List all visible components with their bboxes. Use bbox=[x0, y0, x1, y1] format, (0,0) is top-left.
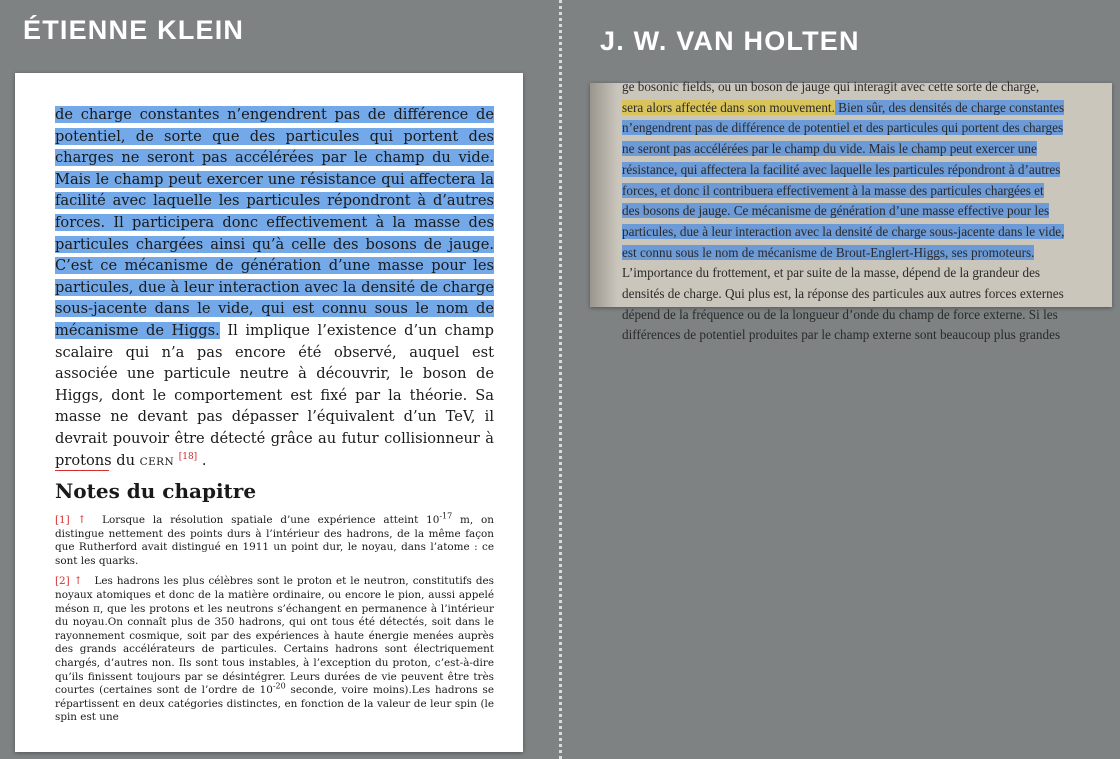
sentence-end: . bbox=[201, 451, 207, 469]
highlighted-passage[interactable]: de charge constantes n’engendrent pas de différence de potentiel, de sorte que des particules qui portent des charges ne seront pas accélérées par le champ du vide. Mais le champ peut exercer une résistance qui affectera la facilité avec laquelle les particules répondront à d’autres forces. Il participera donc effectivement à la masse des particules chargées ainsi qu’à celle des bosons de jauge. C’est ce mécanisme de génération d’une masse pour les particules, due à leur interaction avec la densité de charge sous-jacente dans le vide, qui est connu sous le nom de mécanisme de Higgs. bbox=[55, 106, 494, 339]
blue-highlight: est connu sous le nom de mécanisme de Brout-Englert-Higgs, ses promoteurs. bbox=[622, 244, 1035, 260]
author-left-title: ÉTIENNE KLEIN bbox=[23, 15, 245, 45]
plain-text: densités de charge. Qui plus est, la réponse des particules aux autres forces externes bbox=[622, 286, 1064, 302]
author-right-title: J. W. VAN HOLTEN bbox=[600, 26, 860, 56]
footnote-ref-18[interactable]: [18] bbox=[178, 451, 198, 462]
blue-highlight: résistance, qui affectera la facilité avec laquelle les particules répondront à d’autres bbox=[622, 161, 1061, 177]
cern-smallcaps: CERN bbox=[139, 455, 175, 468]
plain-text: L’importance du frottement, et par suite de la masse, dépend de la grandeur des bbox=[622, 265, 1041, 281]
note-text: Lorsque la résolution spatiale d’une expérience atteint 10 bbox=[102, 514, 440, 526]
scan-line bbox=[622, 243, 1094, 264]
scan-line bbox=[622, 139, 1094, 160]
scan-line bbox=[622, 77, 1094, 98]
notes-heading: Notes du chapitre bbox=[55, 479, 257, 503]
blue-highlight: particules, due à leur interaction avec la densité de charge sous-jacente dans le vide, bbox=[622, 223, 1065, 239]
panel-divider bbox=[559, 0, 562, 759]
scan-line bbox=[622, 284, 1094, 305]
scan-line bbox=[622, 222, 1094, 243]
scan-line bbox=[622, 201, 1094, 222]
plain-text: ge bosonic fields, ou un boson de jauge qui interagit avec cette sorte de charge, bbox=[622, 79, 1040, 94]
blue-highlight: des bosons de jauge. Ce mécanisme de génération d’une masse effective pour les bbox=[622, 203, 1050, 219]
passage-continuation: Il implique l’existence d’un champ scalaire qui n’a pas encore été observé, auquel est associée une particule neutre à découvrir, le boson de Higgs, dont le comportement est fixé par la théorie. Sa masse ne devant pas dépasser l’équivalent d’un TeV, il devrait pouvoir être détecté grâce au futur collisionneur à protons du bbox=[55, 321, 495, 469]
scan-line bbox=[622, 160, 1094, 181]
note-exponent: -20 bbox=[272, 681, 286, 691]
blue-highlight: Bien sûr, des densités de charge constantes bbox=[834, 99, 1065, 115]
scan-line bbox=[622, 263, 1094, 284]
note-exponent: -17 bbox=[439, 511, 453, 521]
yellow-highlight: sera alors affectée dans son mouvement. bbox=[622, 99, 835, 115]
note-item bbox=[55, 511, 494, 568]
scan-line bbox=[622, 305, 1094, 326]
page-curl-shadow bbox=[590, 83, 618, 307]
plain-text: différences de potentiel produites par le champ externe sont beaucoup plus grandes bbox=[622, 327, 1061, 343]
note-text-end: seconde, voire moins).Les hadrons se répartissent en deux catégories distinctes, en fonction de la valeur de leur spin (le spin est une bbox=[55, 684, 494, 724]
notes-separator bbox=[55, 470, 109, 471]
blue-highlight: ne seront pas accélérées par le champ du vide. Mais le champ peut exercer une bbox=[622, 141, 1037, 157]
scan-line bbox=[622, 325, 1094, 346]
note-item bbox=[55, 575, 494, 725]
scanned-book-photo bbox=[590, 79, 1112, 343]
scan-line bbox=[622, 181, 1094, 202]
plain-text: dépend de la fréquence ou de la longueur d’onde du champ de force externe. Si les bbox=[622, 306, 1058, 322]
scan-line bbox=[622, 118, 1094, 139]
note-text-end: m, on distingue nettement des points durs à l’intérieur des hadrons, de la même façon que Rutherford avait distingué en 1911 un point dur, le noyau, dans l’atome : ce sont les quarks. bbox=[55, 514, 494, 567]
scan-line bbox=[622, 98, 1094, 119]
page-body-text[interactable] bbox=[55, 104, 494, 473]
blue-highlight: forces, et donc il contribuera effectivement à la masse des particules chargées et bbox=[622, 182, 1044, 198]
scanned-text-lines bbox=[622, 77, 1094, 346]
blue-highlight: n’engendrent pas de différence de potentiel et des particules qui portent des charges bbox=[622, 120, 1064, 136]
note-text: Les hadrons les plus célèbres sont le proton et le neutron, constitutifs des noyaux atomiques et donc de la matière ordinaire, ou encore le pion, aussi appelé méson π, que les protons et les neutrons s’échangent en permanence à l’intérieur du noyau.On connaît plus de 350 hadrons, qui ont tous été détectés, soit dans le rayonnement cosmique, soit par des expériences à haute énergie menées auprès des grands accélérateurs de particules. Certains hadrons sont électriquement chargés, d’autres non. Ils sont tous instables, à l’exception du proton, c’est-à-dire qu’ils finissent toujours par se désintégrer. Leurs durées de vie peuvent être très courtes (certaines sont de l’ordre de 10 bbox=[55, 575, 494, 697]
note-backlink[interactable]: [1] ↑ bbox=[55, 514, 87, 526]
note-backlink[interactable]: [2] ↑ bbox=[55, 575, 83, 588]
ebook-page[interactable] bbox=[15, 73, 523, 752]
notes-list bbox=[55, 511, 494, 732]
